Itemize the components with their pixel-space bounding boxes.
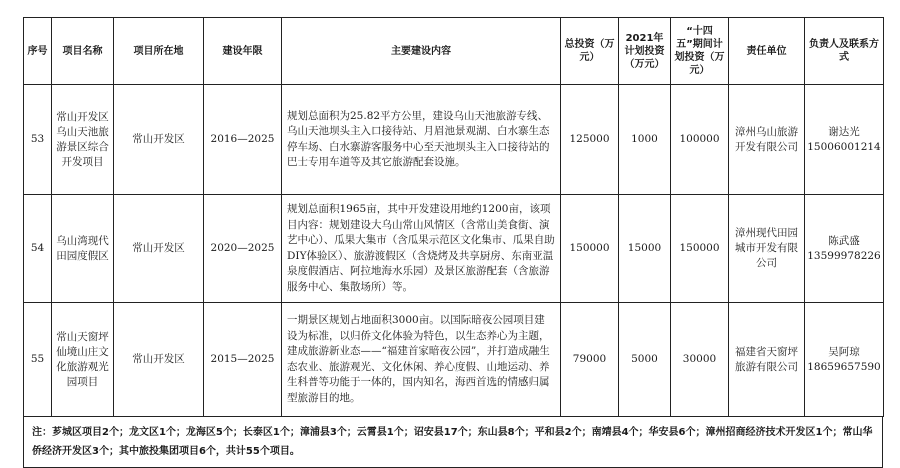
- header-seq: 序号: [24, 18, 52, 85]
- cell-total: 150000: [561, 195, 619, 303]
- cell-location: 常山开发区: [114, 85, 204, 195]
- cell-period: 2016—2025: [204, 85, 282, 195]
- cell-plan2021: 1000: [619, 85, 671, 195]
- cell-contact: 陈武盛 13599978226: [805, 195, 884, 303]
- header-contact: 负责人及联系方式: [805, 18, 884, 85]
- cell-content: 一期景区规划占地面积3000亩。以国际暗夜公园项目建设为标准，以归侨文化体验为特色，以生态养心为主题，建成旅游新业态——“福建首家暗夜公园”，并打造成融生态农业、旅游观光、文化休闲、养心度假、山地运动、养生科普等功能于一体的，国内知名，海西首选的情感归属型旅游目的地。: [282, 303, 561, 417]
- cell-contact: 谢达光 15006001214: [805, 85, 884, 195]
- cell-location: 常山开发区: [114, 303, 204, 417]
- cell-total: 79000: [561, 303, 619, 417]
- project-table: [23, 17, 884, 417]
- header-unit: 责任单位: [729, 18, 805, 85]
- cell-unit: 福建省天窗坪旅游有限公司: [729, 303, 805, 417]
- cell-plan2021: 5000: [619, 303, 671, 417]
- cell-seq: 55: [24, 303, 52, 417]
- cell-name: 常山开发区乌山天池旅游景区综合开发项目: [52, 85, 114, 195]
- cell-period: 2015—2025: [204, 303, 282, 417]
- cell-name: 乌山湾现代田园度假区: [52, 195, 114, 303]
- cell-period: 2020—2025: [204, 195, 282, 303]
- header-name: 项目名称: [52, 18, 114, 85]
- cell-seq: 54: [24, 195, 52, 303]
- table-row: [24, 303, 884, 417]
- header-total: 总投资（万元）: [561, 18, 619, 85]
- header-period: 建设年限: [204, 18, 282, 85]
- cell-seq: 53: [24, 85, 52, 195]
- header-location: 项目所在地: [114, 18, 204, 85]
- cell-contact: 吴阿琼 18659657590: [805, 303, 884, 417]
- cell-plan145: 30000: [671, 303, 729, 417]
- summary-note: 注：芗城区项目2个；龙文区1个；龙海区5个；长泰区1个；漳浦县3个；云霄县1个；诏安县17个；东山县8个；平和县2个；南靖县4个；华安县6个；漳州招商经济技术开发区1个；常山华侨经济开发区3个；其中旅投集团项目6个，共计55个项目。: [23, 417, 883, 468]
- header-row: [24, 18, 884, 85]
- table-row: [24, 195, 884, 303]
- cell-unit: 漳州乌山旅游开发有限公司: [729, 85, 805, 195]
- table-row: [24, 85, 884, 195]
- cell-plan145: 100000: [671, 85, 729, 195]
- header-plan145: “十四五”期间计划投资（万元）: [671, 18, 729, 85]
- document-page: [23, 17, 883, 468]
- cell-content: 规划总面积1965亩，其中开发建设用地约1200亩，该项目内容：规划建设大乌山常山风情区（含常山美食街、演艺中心）、瓜果大集市（含瓜果示范区文化集市、瓜果自助DIY体验区）、旅游渡假区（含烧烤及共享厨房、东南亚温泉度假酒店、阿拉地海水乐园）及景区旅游配套（含旅游服务中心、集散场所）等。: [282, 195, 561, 303]
- cell-unit: 漳州现代田园城市开发有限公司: [729, 195, 805, 303]
- cell-name: 常山天窗坪仙境山庄文化旅游观光园项目: [52, 303, 114, 417]
- header-content: 主要建设内容: [282, 18, 561, 85]
- cell-plan2021: 15000: [619, 195, 671, 303]
- cell-total: 125000: [561, 85, 619, 195]
- cell-content: 规划总面积为25.82平方公里，建设乌山天池旅游专线、乌山天池坝头主入口接待站、月眉池景观湖、白水寨生态停车场、白水寨游客服务中心至天池坝头主入口接待站的巴士专用车道等及其它旅游配套设施。: [282, 85, 561, 195]
- cell-plan145: 150000: [671, 195, 729, 303]
- cell-location: 常山开发区: [114, 195, 204, 303]
- header-plan2021: 2021年计划投资（万元）: [619, 18, 671, 85]
